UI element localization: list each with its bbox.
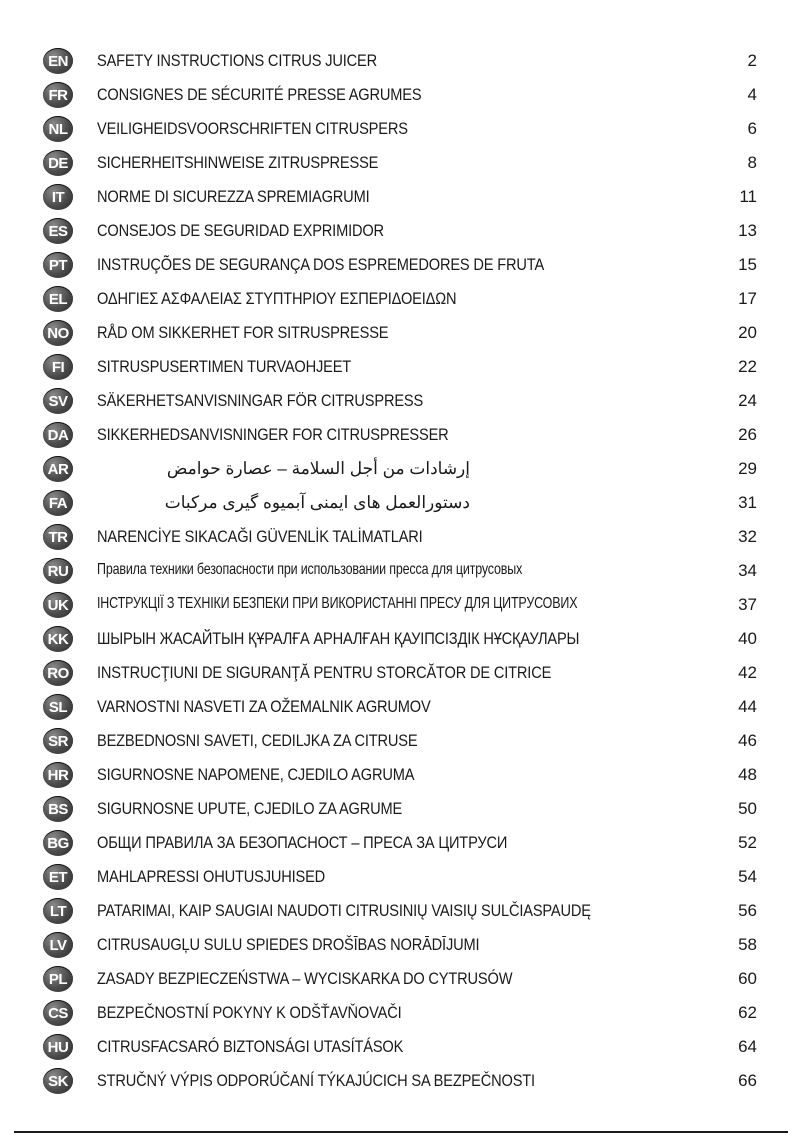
toc-title: BEZBEDNOSNI SAVETI, CEDILJKA ZA CITRUSE [97,731,418,750]
toc-title: ІНСТРУКЦІЇ З ТЕХНІКИ БЕЗПЕКИ ПРИ ВИКОРИСТАННІ ПРЕСУ ДЛЯ ЦИТРУСОВИХ [97,595,578,612]
toc-row-sv[interactable] [0,384,802,418]
toc-title: ΟΔΗΓΙΕΣ ΑΣΦΑΛΕΙΑΣ ΣΤΥΠΤΗΡΙΟΥ ΕΣΠΕΡΙΔΟΕΙΔΩΝ [97,289,457,308]
bottom-divider [14,1131,788,1133]
toc-title: Правила техники безопасности при использовании пресса для цитрусовых [97,561,523,578]
toc-row-hu[interactable] [0,1030,802,1064]
toc-row-de[interactable] [0,146,802,180]
toc-title: SIKKERHEDSANVISNINGER FOR CITRUSPRESSER [97,425,449,444]
language-badge-icon: SK [43,1068,73,1094]
toc-title: NARENCİYE SIKACAĞI GÜVENLİK TALİMATLARI [97,527,423,546]
language-badge-icon: EN [43,48,73,74]
language-badge-icon: DE [43,150,73,176]
language-badge-icon: UK [43,592,73,618]
toc-page-number: 22 [738,357,757,376]
toc-title: إرشادات من أجل السلامة – عصارة حوامض [166,459,470,478]
toc-title: INSTRUCŢIUNI DE SIGURANŢĂ PENTRU STORCĂTOR DE CITRICE [97,663,552,682]
toc-page-number: 58 [738,935,757,954]
toc-page-number: 32 [738,527,757,546]
toc-title: MAHLAPRESSI OHUTUSJUHISED [97,867,326,886]
language-badge-icon: SR [43,728,73,754]
toc-page-number: 34 [738,561,757,580]
language-badge-icon: EL [43,286,73,312]
toc-row-fi[interactable] [0,350,802,384]
toc-row-ru[interactable] [0,554,802,588]
toc-row-kk[interactable] [0,622,802,656]
language-badge-icon: BG [43,830,73,856]
toc-title: ОБЩИ ПРАВИЛА ЗА БЕЗОПАСНОСТ – ПРЕСА ЗА ЦИТРУСИ [97,833,508,852]
toc-row-et[interactable] [0,860,802,894]
toc-row-bg[interactable] [0,826,802,860]
toc-title: NORME DI SICUREZZA SPREMIAGRUMI [97,187,370,206]
toc-page-number: 2 [747,51,757,70]
language-badge-icon: ES [43,218,73,244]
language-badge-icon: SV [43,388,73,414]
toc-page-number: 4 [747,85,757,104]
language-badge-icon: FA [43,490,73,516]
toc-title: SÄKERHETSANVISNINGAR FÖR CITRUSPRESS [97,391,424,410]
toc-page-number: 54 [738,867,757,886]
toc-page-number: 64 [738,1037,757,1056]
toc-row-tr[interactable] [0,520,802,554]
toc-title: INSTRUÇÕES DE SEGURANÇA DOS ESPREMEDORES DE FRUTA [97,255,545,274]
language-badge-icon: FR [43,82,73,108]
toc-title: SICHERHEITSHINWEISE ZITRUSPRESSE [97,153,379,172]
toc-page-number: 29 [738,459,757,478]
language-badge-icon: TR [43,524,73,550]
toc-title: CITRUSAUGĻU SULU SPIEDES DROŠĪBAS NORĀDĪJUMI [97,935,480,954]
language-badge-icon: ET [43,864,73,890]
toc-title: BEZPEČNOSTNÍ POKYNY K ODŠŤAVŇOVAČI [97,1003,402,1022]
toc-page-number: 44 [738,697,757,716]
toc-row-lt[interactable] [0,894,802,928]
toc-title: دستورالعمل های ایمنی آبمیوه گیری مرکبات [164,493,470,512]
language-badge-icon: PL [43,966,73,992]
toc-row-it[interactable] [0,180,802,214]
toc-row-sr[interactable] [0,724,802,758]
language-badge-icon: RO [43,660,73,686]
toc-title: VEILIGHEIDSVOORSCHRIFTEN CITRUSPERS [97,119,408,138]
toc-row-el[interactable] [0,282,802,316]
toc-row-lv[interactable] [0,928,802,962]
language-badge-icon: KK [43,626,73,652]
language-badge-icon: HR [43,762,73,788]
toc-page-number: 37 [738,595,757,614]
toc-row-ro[interactable] [0,656,802,690]
toc-page-number: 50 [738,799,757,818]
toc-page-number: 66 [738,1071,757,1090]
language-badge-icon: NO [43,320,73,346]
toc-page-number: 13 [738,221,757,240]
toc-row-uk[interactable] [0,588,802,622]
language-badge-icon: CS [43,1000,73,1026]
toc-row-bs[interactable] [0,792,802,826]
table-of-contents [0,44,802,1098]
toc-page-number: 20 [738,323,757,342]
toc-title: SITRUSPUSERTIMEN TURVAOHJEET [97,357,352,376]
toc-row-cs[interactable] [0,996,802,1030]
toc-row-da[interactable] [0,418,802,452]
language-badge-icon: PT [43,252,73,278]
toc-title: PATARIMAI, KAIP SAUGIAI NAUDOTI CITRUSINIŲ VAISIŲ SULČIASPAUDĘ [97,901,591,920]
toc-row-pt[interactable] [0,248,802,282]
toc-title: VARNOSTNI NASVETI ZA OŽEMALNIK AGRUMOV [97,697,431,716]
toc-row-sk[interactable] [0,1064,802,1098]
toc-title: SIGURNOSNE UPUTE, CJEDILO ZA AGRUME [97,799,403,818]
toc-page-number: 8 [747,153,757,172]
toc-page-number: 60 [738,969,757,988]
language-badge-icon: BS [43,796,73,822]
toc-page-number: 17 [738,289,757,308]
toc-row-en[interactable] [0,44,802,78]
toc-page-number: 6 [747,119,757,138]
toc-title: RÅD OM SIKKERHET FOR SITRUSPRESSE [97,323,389,342]
toc-row-hr[interactable] [0,758,802,792]
language-badge-icon: FI [43,354,73,380]
toc-page-number: 31 [738,493,757,512]
toc-title: ZASADY BEZPIECZEŃSTWA – WYCISKARKA DO CYTRUSÓW [97,969,513,988]
language-badge-icon: IT [43,184,73,210]
toc-page-number: 15 [738,255,757,274]
toc-page-number: 46 [738,731,757,750]
toc-title: CONSEJOS DE SEGURIDAD EXPRIMIDOR [97,221,384,240]
toc-row-es[interactable] [0,214,802,248]
toc-title: CITRUSFACSARÓ BIZTONSÁGI UTASÍTÁSOK [97,1037,404,1056]
toc-page-number: 52 [738,833,757,852]
toc-row-ar[interactable] [0,452,802,486]
language-badge-icon: LT [43,898,73,924]
language-badge-icon: RU [43,558,73,584]
toc-row-sl[interactable] [0,690,802,724]
toc-page-number: 26 [738,425,757,444]
toc-row-fa[interactable] [0,486,802,520]
toc-title: SAFETY INSTRUCTIONS CITRUS JUICER [97,51,377,70]
toc-page-number: 62 [738,1003,757,1022]
toc-row-pl[interactable] [0,962,802,996]
language-badge-icon: LV [43,932,73,958]
toc-row-no[interactable] [0,316,802,350]
toc-title: SIGURNOSNE NAPOMENE, CJEDILO AGRUMA [97,765,415,784]
toc-page-number: 48 [738,765,757,784]
toc-page-number: 24 [738,391,757,410]
toc-row-fr[interactable] [0,78,802,112]
toc-row-nl[interactable] [0,112,802,146]
language-badge-icon: SL [43,694,73,720]
language-badge-icon: NL [43,116,73,142]
toc-title: STRUČNÝ VÝPIS ODPORÚČANÍ TÝKAJÚCICH SA BEZPEČNOSTI [97,1071,535,1090]
toc-page-number: 56 [738,901,757,920]
toc-title: CONSIGNES DE SÉCURITÉ PRESSE AGRUMES [97,85,422,104]
language-badge-icon: AR [43,456,73,482]
language-badge-icon: DA [43,422,73,448]
toc-page-number: 40 [738,629,757,648]
toc-page-number: 11 [739,187,757,206]
language-badge-icon: HU [43,1034,73,1060]
toc-page-number: 42 [738,663,757,682]
toc-title: ШЫРЫН ЖАСАЙТЫН ҚҰРАЛҒА АРНАЛҒАН ҚАУІПСІЗДІК НҰСҚАУЛАРЫ [97,629,580,648]
